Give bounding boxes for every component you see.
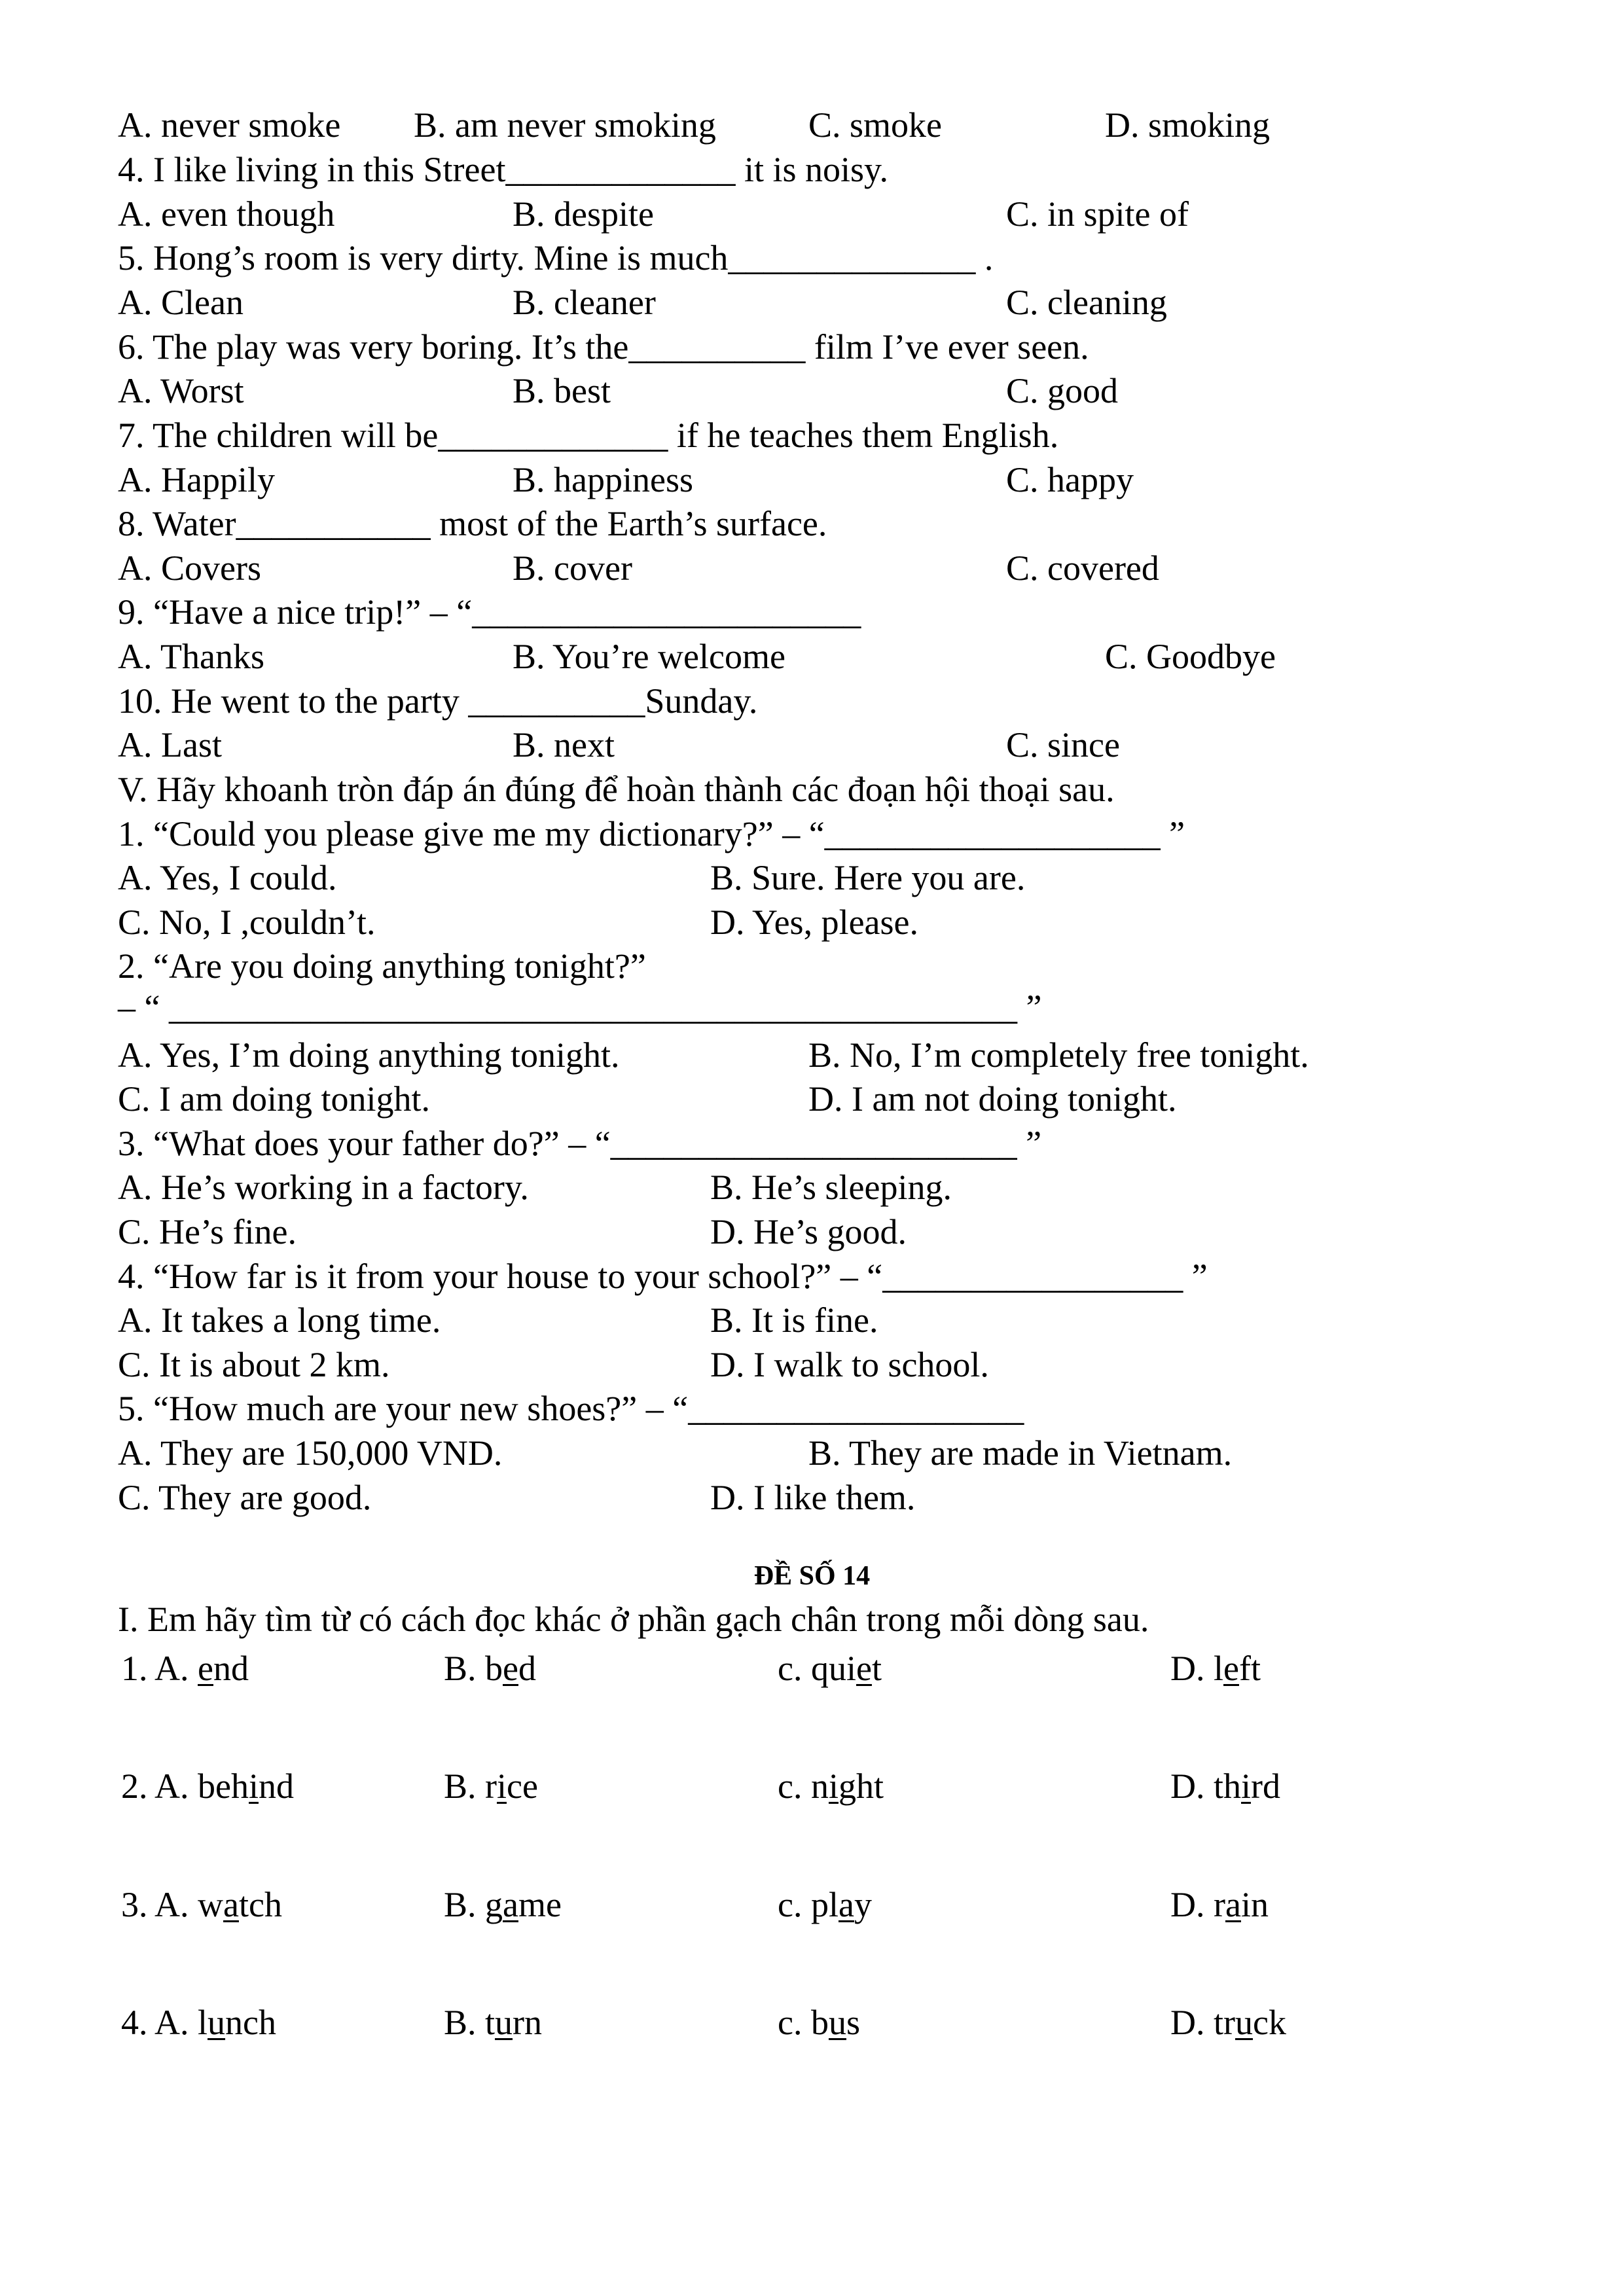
option-b: B. best <box>513 371 611 410</box>
word-text: D. l <box>1170 1649 1223 1688</box>
question-text: 9. “Have a nice trip!” – “______________________ <box>118 592 861 632</box>
word-text: t <box>871 1649 882 1688</box>
underlined-letter: i <box>249 1767 259 1806</box>
word-option-a <box>121 1882 282 1927</box>
option-c: C. It is about 2 km. <box>118 1345 390 1384</box>
word-text: D. r <box>1170 1885 1225 1924</box>
word-option-b <box>444 1764 538 1808</box>
underlined-letter: e <box>198 1649 213 1688</box>
word-option-b <box>444 1882 562 1927</box>
option-a: A. Last <box>118 725 222 764</box>
word-option-d <box>1170 1764 1280 1808</box>
question-text: 4. I like living in this Street_____________ it is noisy. <box>118 150 888 189</box>
question-text: 1. “Could you please give me my dictionary?” – “___________________ ” <box>118 814 1185 853</box>
option-c: C. Goodbye <box>1105 637 1276 676</box>
option-b: B. cover <box>513 548 632 588</box>
word-option-b <box>444 2000 542 2045</box>
question-text: 4. “How far is it from your house to your school?” – “_________________ ” <box>118 1257 1208 1296</box>
underlined-letter: u <box>208 2003 226 2042</box>
option-c: C. since <box>1006 725 1120 764</box>
word-option-a <box>121 1646 249 1691</box>
exam-title: ĐỀ SỐ 14 <box>753 1561 871 1591</box>
option-a: A. Worst <box>118 371 244 410</box>
option-b: B. You’re welcome <box>513 637 785 676</box>
question-text: 5. Hong’s room is very dirty. Mine is much______________ . <box>118 238 994 278</box>
option-a: A. It takes a long time. <box>118 1300 441 1340</box>
word-text: c. b <box>778 2003 829 2042</box>
word-text: 2. A. beh <box>121 1767 249 1806</box>
underlined-letter: a <box>503 1885 518 1924</box>
underlined-letter: a <box>1225 1885 1241 1924</box>
word-text: d <box>518 1649 536 1688</box>
word-option-c <box>778 1646 882 1691</box>
question-text: 10. He went to the party __________Sunday. <box>118 681 758 721</box>
underlined-letter: e <box>856 1649 872 1688</box>
question-text: 8. Water___________ most of the Earth’s surface. <box>118 504 827 543</box>
word-text: B. g <box>444 1885 503 1924</box>
word-text: y <box>854 1885 872 1924</box>
word-text: rd <box>1251 1767 1280 1806</box>
option-c: C. cleaning <box>1006 283 1167 322</box>
word-text: D. tr <box>1170 2003 1235 2042</box>
word-text: 3. A. w <box>121 1885 224 1924</box>
question-text: 7. The children will be_____________ if he teaches them English. <box>118 416 1059 455</box>
word-text: 1. A. <box>121 1649 198 1688</box>
option-a: A. He’s working in a factory. <box>118 1168 529 1207</box>
word-text: ce <box>507 1767 538 1806</box>
underlined-letter: i <box>497 1767 507 1806</box>
word-text: c. pl <box>778 1885 839 1924</box>
underlined-letter: u <box>828 2003 846 2042</box>
underlined-letter: a <box>223 1885 239 1924</box>
question-text: 3. “What does your father do?” – “_______________________ ” <box>118 1124 1042 1163</box>
word-text: D. th <box>1170 1767 1241 1806</box>
word-text: B. b <box>444 1649 503 1688</box>
word-text: ght <box>838 1767 884 1806</box>
option-a: A. Thanks <box>118 637 264 676</box>
section-heading: V. Hãy khoanh tròn đáp án đúng để hoàn thành các đoạn hội thoại sau. <box>118 770 1115 809</box>
word-option-a <box>121 1764 294 1808</box>
option-b: B. He’s sleeping. <box>710 1168 952 1207</box>
answer-blank: – “ ________________________________________________ ” <box>118 988 1042 1027</box>
option-c: C. smoke <box>808 105 943 145</box>
option-d: D. He’s good. <box>710 1212 907 1251</box>
option-c: C. good <box>1006 371 1119 410</box>
word-option-c <box>778 2000 860 2045</box>
option-b: B. No, I’m completely free tonight. <box>808 1035 1309 1075</box>
word-text: c. n <box>778 1767 829 1806</box>
word-text: rn <box>513 2003 543 2042</box>
option-b: B. am never smoking <box>414 105 716 145</box>
option-c: C. I am doing tonight. <box>118 1079 430 1119</box>
word-option-d <box>1170 1646 1261 1691</box>
section-heading: I. Em hãy tìm từ có cách đọc khác ở phần gạch chân trong mỗi dòng sau. <box>118 1600 1149 1639</box>
option-a: A. Happily <box>118 460 275 499</box>
option-b: B. happiness <box>513 460 693 499</box>
option-c: C. happy <box>1006 460 1134 499</box>
option-b: B. Sure. Here you are. <box>710 858 1026 897</box>
option-a: A. Clean <box>118 283 244 322</box>
option-a: A. never smoke <box>118 105 341 145</box>
option-b: B. despite <box>513 194 654 234</box>
word-text: 4. A. l <box>121 2003 208 2042</box>
underlined-letter: a <box>838 1885 854 1924</box>
word-text: tch <box>238 1885 282 1924</box>
option-a: A. They are 150,000 VND. <box>118 1433 503 1473</box>
underlined-letter: i <box>828 1767 839 1806</box>
option-b: B. cleaner <box>513 283 656 322</box>
word-text: nd <box>259 1767 295 1806</box>
option-a: A. Yes, I could. <box>118 858 337 897</box>
underlined-letter: u <box>495 2003 513 2042</box>
word-text: s <box>846 2003 860 2042</box>
option-d: D. I walk to school. <box>710 1345 989 1384</box>
word-text: ft <box>1238 1649 1261 1688</box>
word-option-a <box>121 2000 276 2045</box>
word-option-c <box>778 1882 872 1927</box>
word-text: B. r <box>444 1767 497 1806</box>
word-text: ck <box>1252 2003 1286 2042</box>
underlined-letter: e <box>503 1649 518 1688</box>
option-a: A. Covers <box>118 548 261 588</box>
word-text: me <box>518 1885 562 1924</box>
word-text: B. t <box>444 2003 496 2042</box>
word-text: nch <box>225 2003 276 2042</box>
option-a: A. even though <box>118 194 335 234</box>
word-text: nd <box>213 1649 249 1688</box>
underlined-letter: u <box>1235 2003 1253 2042</box>
word-option-d <box>1170 2000 1286 2045</box>
option-c: C. They are good. <box>118 1478 372 1517</box>
option-d: D. smoking <box>1105 105 1271 145</box>
option-b: B. They are made in Vietnam. <box>808 1433 1233 1473</box>
option-c: C. No, I ,couldn’t. <box>118 903 376 942</box>
option-b: B. It is fine. <box>710 1300 878 1340</box>
underlined-letter: e <box>1223 1649 1239 1688</box>
option-c: C. in spite of <box>1006 194 1189 234</box>
word-text: c. qui <box>778 1649 856 1688</box>
word-option-d <box>1170 1882 1269 1927</box>
question-text: 5. “How much are your new shoes?” – “___________________ <box>118 1389 1024 1428</box>
option-c: C. He’s fine. <box>118 1212 297 1251</box>
option-c: C. covered <box>1006 548 1159 588</box>
word-text: in <box>1240 1885 1269 1924</box>
option-a: A. Yes, I’m doing anything tonight. <box>118 1035 620 1075</box>
word-option-c <box>778 1764 884 1808</box>
underlined-letter: i <box>1241 1767 1252 1806</box>
question-text: 6. The play was very boring. It’s the__________ film I’ve ever seen. <box>118 327 1089 367</box>
option-d: D. I am not doing tonight. <box>808 1079 1177 1119</box>
question-text: 2. “Are you doing anything tonight?” <box>118 946 646 986</box>
word-option-b <box>444 1646 536 1691</box>
option-b: B. next <box>513 725 615 764</box>
option-d: D. I like them. <box>710 1478 916 1517</box>
option-d: D. Yes, please. <box>710 903 918 942</box>
